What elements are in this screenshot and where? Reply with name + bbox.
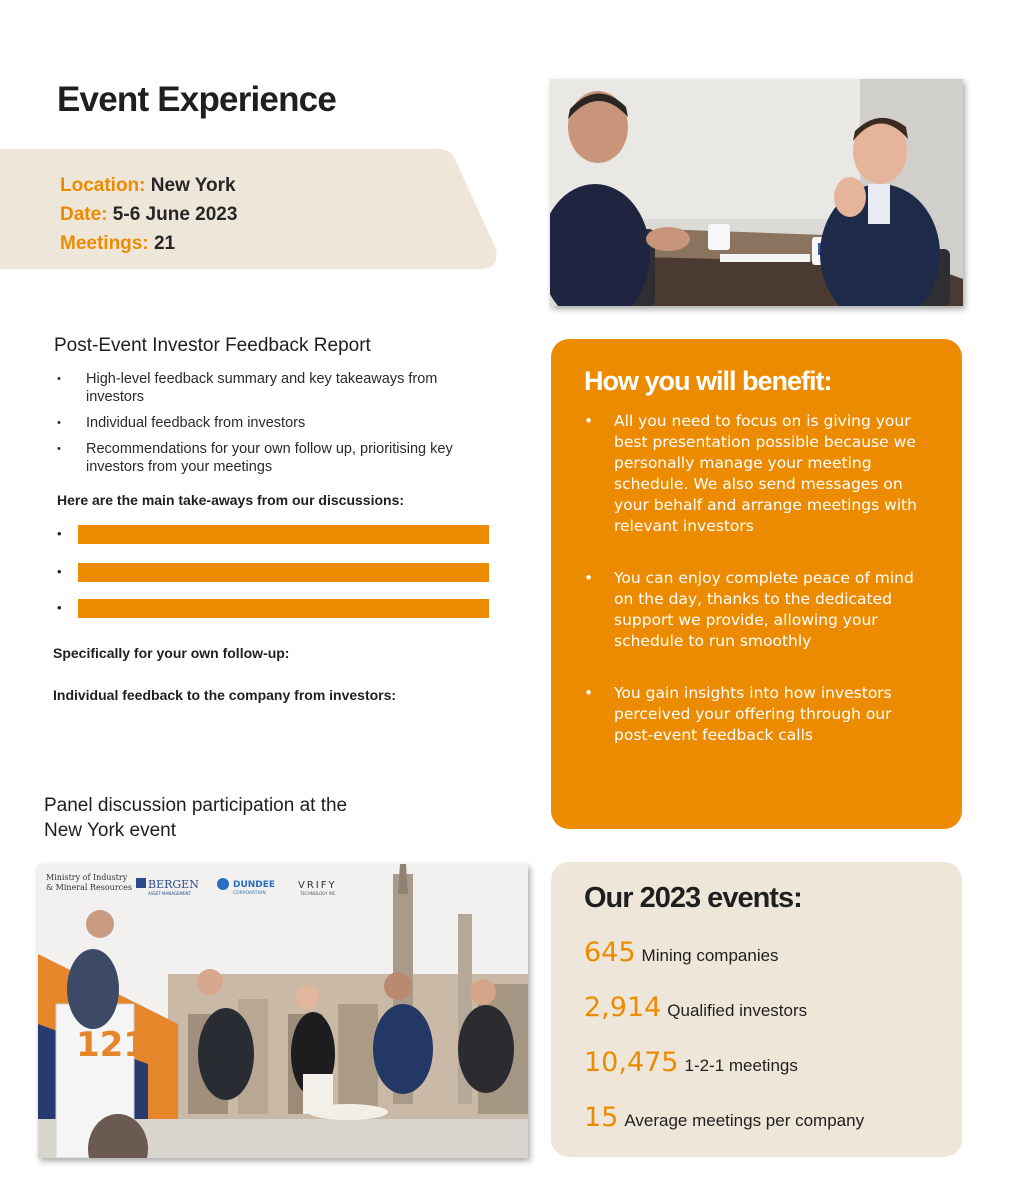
meetings-value: 21 [153,233,176,254]
list-item: • Recommendations for your own follow up, prioritising key investors from your meetings [57,440,497,476]
stat-meetings [584,1047,798,1078]
list-item: • High-level feedback summary and key takeaways from investors [57,370,497,406]
stat-number: 645 [584,937,636,968]
stat-investors [584,992,807,1023]
sponsor-dundee: DUNDEE [233,880,276,890]
events-box [551,862,962,1157]
stat-label: Average meetings per company [624,1111,865,1130]
feedback-report-title: Post-Event Investor Feedback Report [54,335,371,356]
sponsor-vrify: VRIFY [298,880,337,891]
stat-number: 10,475 [584,1047,679,1078]
individual-feedback-heading: Individual feedback to the company from investors: [53,687,397,703]
bullet-icon: • [57,600,62,615]
sponsor-ministry-line1: Ministry of Industry [46,873,128,882]
bullet-icon: • [57,526,62,541]
stat-companies [584,937,779,968]
sponsor-vrify-sub: TECHNOLOGY INC. [300,891,337,896]
stat-number: 15 [584,1102,619,1133]
stat-average [584,1102,864,1133]
panel-title-line2: New York event [44,820,177,841]
sponsor-bergen-sub: ASSET MANAGEMENT [148,891,191,896]
date-value: 5-6 June 2023 [112,204,238,225]
takeaway-bar-3 [57,599,497,619]
sponsor-ministry-line2: & Mineral Resources [46,883,132,892]
feedback-list [57,370,497,484]
info-lines [60,171,237,258]
stat-number: 2,914 [584,992,662,1023]
list-item: • All you need to focus on is giving your best presentation possible because we personally manage your meeting schedule. We also send messages on your behalf and arrange meetings with relevant investors [584,411,934,537]
redacted-bar [78,599,489,618]
benefit-box [551,339,962,829]
list-item: • Individual feedback from investors [57,414,497,432]
panel-title-line1: Panel discussion participation at the [44,795,348,816]
redacted-bar [78,563,489,582]
list-item: • You gain insights into how investors perceived your offering through our post-event feedback calls [584,683,934,746]
list-item: • You can enjoy complete peace of mind on the day, thanks to the dedicated support we provide, allowing your schedule to run smoothly [584,568,934,652]
stat-label: 1-2-1 meetings [684,1056,798,1075]
page-title: Event Experience [57,80,337,119]
sponsor-dundee-sub: CORPORATION [233,891,266,896]
takeaway-bar-2 [57,563,497,583]
bergen-logo-icon [136,878,146,888]
info-location [60,171,237,200]
panel-title [44,793,347,843]
meetings-label: Meetings: [60,233,149,254]
followup-heading: Specifically for your own follow-up: [53,645,290,661]
sponsor-bergen: BERGEN [148,878,199,891]
benefit-title: How you will benefit: [584,366,832,396]
dundee-logo-icon [217,878,229,890]
redacted-bar [78,525,489,544]
event-info-box [0,149,498,269]
benefit-list [584,411,934,777]
meeting-photo [550,79,963,306]
info-date [60,200,237,229]
location-label: Location: [60,175,146,196]
podium-121-logo: 121 [76,1025,147,1065]
bullet-icon: • [57,564,62,579]
location-value: New York [150,175,236,196]
info-meetings [60,229,237,258]
stat-label: Mining companies [641,946,779,965]
date-label: Date: [60,204,108,225]
takeaway-bar-1 [57,525,497,545]
events-title: Our 2023 events: [584,882,802,914]
stat-label: Qualified investors [667,1001,808,1020]
panel-photo [38,864,528,1158]
takeaways-heading: Here are the main take-aways from our discussions: [57,492,405,508]
